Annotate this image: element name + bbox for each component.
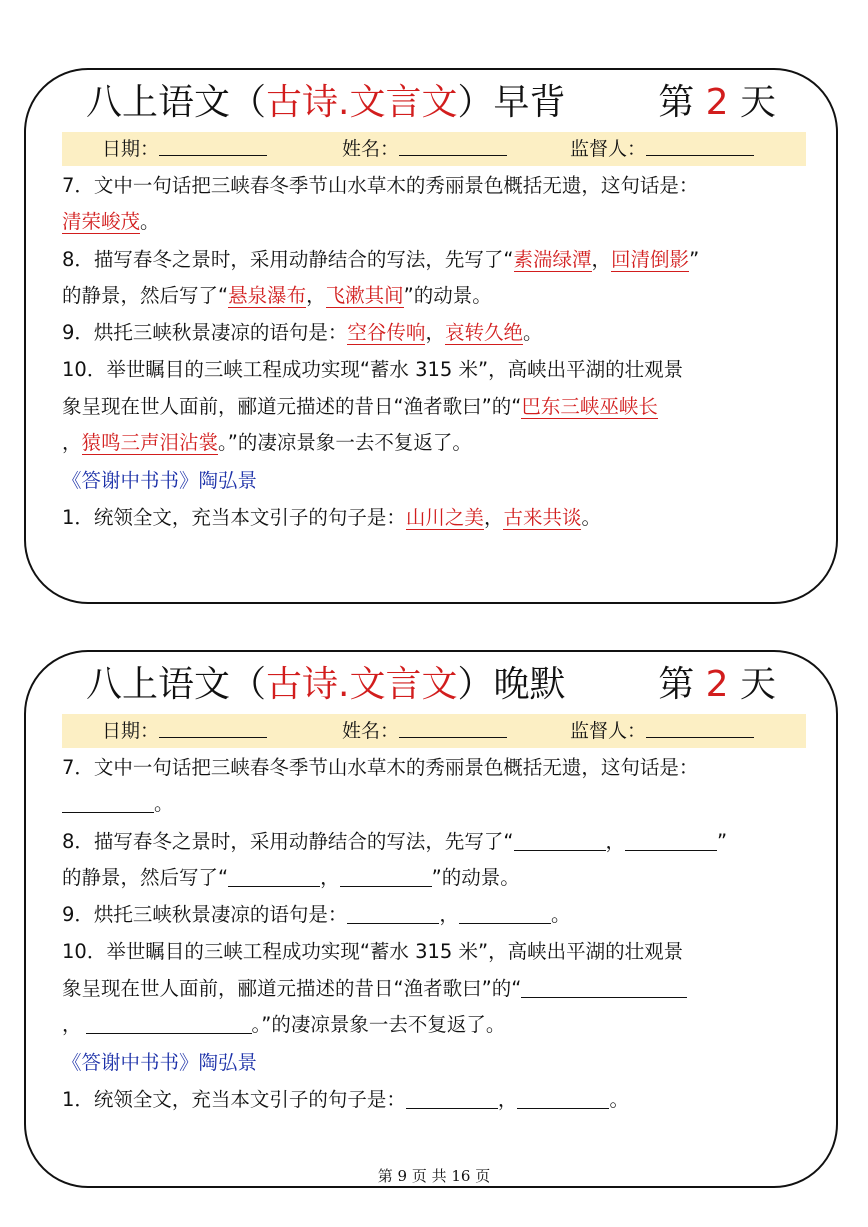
- day-label: 第 2 天: [658, 664, 776, 705]
- question-8: 8．描写春冬之景时，采用动静结合的写法，先写了“ ， ”: [62, 830, 728, 853]
- blank-input[interactable]: [340, 866, 432, 887]
- blank-input[interactable]: [625, 830, 717, 851]
- blank-input[interactable]: [521, 977, 687, 998]
- source-title: 《答谢中书书》陶弘景: [62, 469, 258, 492]
- date-field[interactable]: 日期：: [102, 714, 267, 748]
- info-bar: [62, 714, 806, 748]
- question-10: 10．举世瞩目的三峡工程成功实现“蓄水 315 米”，高峡出平湖的壮观景: [62, 940, 684, 963]
- question-9: 9．烘托三峡秋景凄凉的语句是：空谷传响，哀转久绝。: [62, 321, 543, 344]
- answer-7: 清荣峻茂。: [62, 210, 160, 233]
- blank-input[interactable]: [62, 792, 154, 813]
- day-label: 第 2 天: [658, 82, 776, 123]
- evening-title: 八上语文（古诗.文言文）晚默 第 2 天: [86, 658, 776, 712]
- blank-input[interactable]: [347, 903, 439, 924]
- question-9: 9．烘托三峡秋景凄凉的语句是： ， 。: [62, 903, 571, 926]
- supervisor-field[interactable]: 监督人：: [570, 132, 754, 166]
- date-field[interactable]: 日期：: [102, 132, 267, 166]
- question-10-end: ，猿鸣三声泪沾裳。”的凄凉景象一去不复返了。: [62, 431, 472, 454]
- morning-card: [24, 68, 838, 604]
- question-10-end: ， 。”的凄凉景象一去不复返了。: [62, 1013, 506, 1036]
- source-title: 《答谢中书书》陶弘景: [62, 1051, 258, 1074]
- question-10-cont: 象呈现在世人面前，郦道元描述的昔日“渔者歌曰”的“巴东三峡巫峡长: [62, 395, 658, 418]
- blank-input[interactable]: [459, 903, 551, 924]
- blank-input[interactable]: [514, 830, 606, 851]
- morning-title: 八上语文（古诗.文言文）早背 第 2 天: [86, 76, 776, 130]
- sub-question-1: 1．统领全文，充当本文引子的句子是：山川之美，古来共谈。: [62, 506, 601, 529]
- evening-card: [24, 650, 838, 1188]
- blank-input[interactable]: [228, 866, 320, 887]
- question-7: 7．文中一句话把三峡春冬季节山水草木的秀丽景色概括无遗，这句话是：: [62, 756, 699, 779]
- supervisor-field[interactable]: 监督人：: [570, 714, 754, 748]
- question-7: 7．文中一句话把三峡春冬季节山水草木的秀丽景色概括无遗，这句话是：: [62, 174, 699, 197]
- blank-input[interactable]: [86, 1013, 252, 1034]
- answer-7: 。: [62, 790, 812, 818]
- question-10-cont: 象呈现在世人面前，郦道元描述的昔日“渔者歌曰”的“: [62, 975, 812, 1003]
- blank-input[interactable]: [406, 1088, 498, 1109]
- blank-input[interactable]: [517, 1088, 609, 1109]
- question-8: 8．描写春冬之景时，采用动静结合的写法，先写了“素湍绿潭，回清倒影”: [62, 248, 700, 271]
- name-field[interactable]: 姓名：: [342, 132, 507, 166]
- name-field[interactable]: 姓名：: [342, 714, 507, 748]
- question-10: 10．举世瞩目的三峡工程成功实现“蓄水 315 米”，高峡出平湖的壮观景: [62, 358, 684, 381]
- info-bar: [62, 132, 806, 166]
- sub-question-1: 1．统领全文，充当本文引子的句子是： ， 。: [62, 1088, 629, 1111]
- question-8-cont: 的静景，然后写了“悬泉瀑布，飞漱其间”的动景。: [62, 284, 492, 307]
- question-8-cont: 的静景，然后写了“ ， ”的动景。: [62, 866, 520, 889]
- page-footer: 第 9 页 共 16 页: [377, 1167, 491, 1185]
